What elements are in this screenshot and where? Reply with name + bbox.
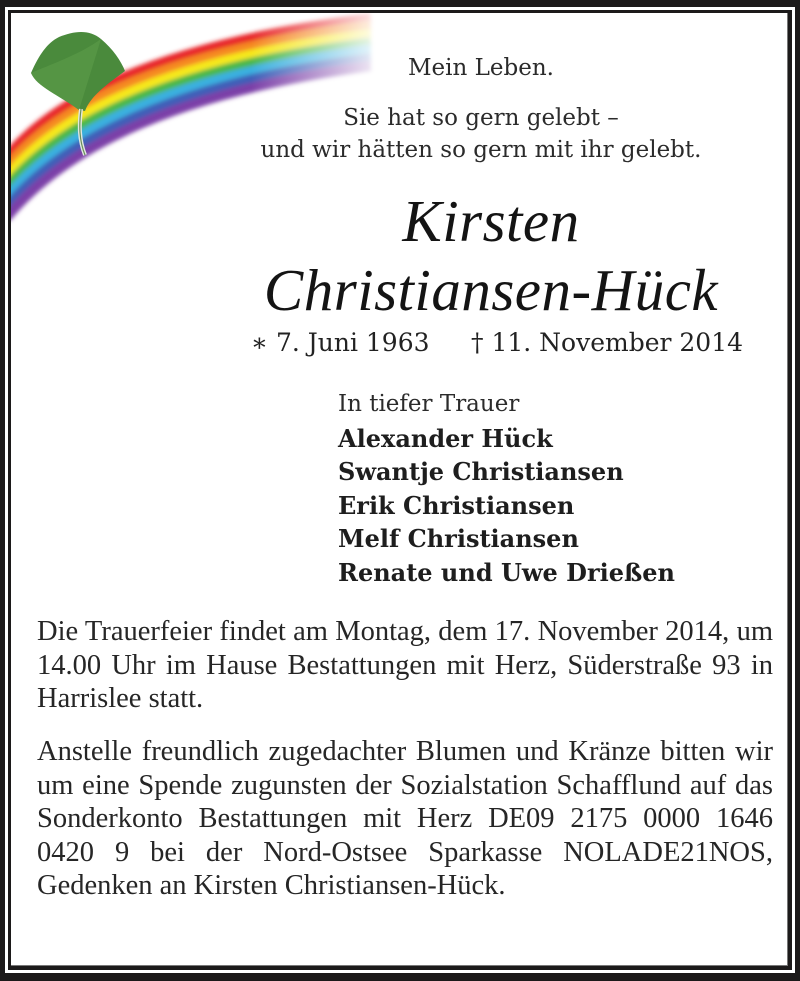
death-date: † 11. November 2014 <box>471 328 744 357</box>
mourning-intro: In tiefer Trauer <box>338 391 520 417</box>
obituary-notice <box>11 13 788 966</box>
motto-line-1: Sie hat so gern gelebt – <box>343 105 619 131</box>
funeral-info: Die Trauerfeier findet am Montag, dem 17. November 2014, um 14.00 Uhr im Hause Bestattungen mit Herz, Süderstraße 93 in Harrislee statt. <box>37 616 773 715</box>
mourner-name: Melf Christiansen <box>338 524 579 553</box>
birth-date: ∗ 7. Juni 1963 <box>251 328 430 357</box>
mourner-name: Renate und Uwe Drießen <box>338 558 675 587</box>
mourner-name: Alexander Hück <box>338 424 553 453</box>
deceased-first-name: Kirsten <box>402 188 580 254</box>
donation-info: Anstelle freundlich zugedachter Blumen und Kränze bitten wir um eine Spende zugunsten der Sozialstation Schafflund auf das Sonderkonto Bestattungen mit Herz DE09 2175 0000 1646 0420 9 bei der Nord-Ostsee Sparkasse NOLADE21NOS, Gedenken an Kirsten Christiansen-Hück. <box>37 736 773 902</box>
mourner-name: Erik Christiansen <box>338 491 575 520</box>
ginkgo-leaf-icon <box>29 25 129 160</box>
deceased-last-name: Christiansen-Hück <box>263 257 719 323</box>
motto-title: Mein Leben. <box>408 55 554 81</box>
mourner-name: Swantje Christiansen <box>338 457 624 486</box>
motto-line-2: und wir hätten so gern mit ihr gelebt. <box>260 137 702 163</box>
